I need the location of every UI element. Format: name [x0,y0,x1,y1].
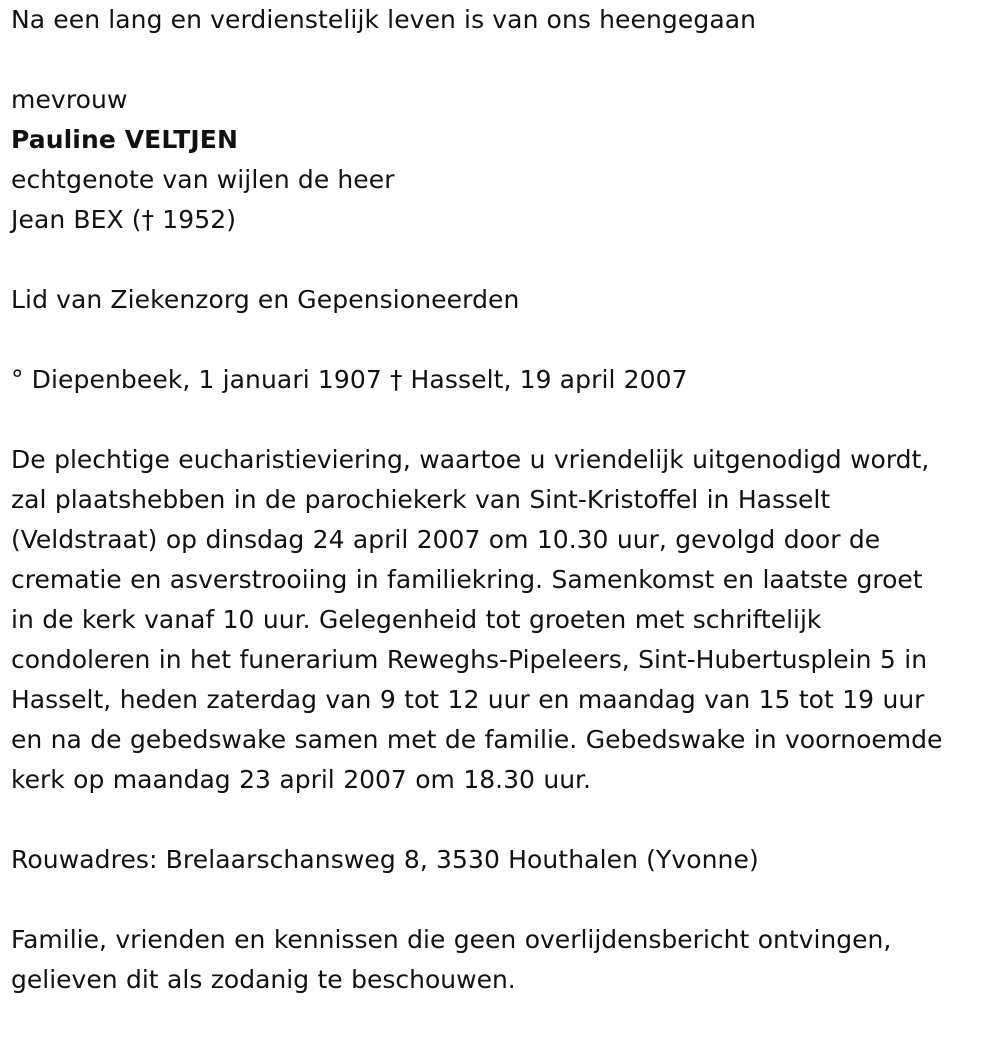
relation-text: echtgenote van wijlen de heer [11,165,395,194]
ceremony-paragraph [11,440,996,800]
ceremony-line: zal plaatshebben in de parochiekerk van Sint-Kristoffel in Hasselt [11,485,831,514]
mourning-address: Rouwadres: Brelaarschansweg 8, 3530 Houthalen (Yvonne) [11,845,759,874]
title-prefix: mevrouw [11,85,128,114]
obituary-notice [11,0,996,1000]
membership-text: Lid van Ziekenzorg en Gepensioneerden [11,285,520,314]
ceremony-line: kerk op maandag 23 april 2007 om 18.30 uur. [11,765,591,794]
closing-line: gelieven dit als zodanig te beschouwen. [11,965,516,994]
spacer [11,880,996,920]
ceremony-line: Hasselt, heden zaterdag van 9 tot 12 uur en maandag van 15 tot 19 uur [11,685,925,714]
spacer [11,320,996,360]
ceremony-line: en na de gebedswake samen met de familie. Gebedswake in voornoemde [11,725,943,754]
spacer [11,800,996,840]
spacer [11,400,996,440]
intro-text: Na een lang en verdienstelijk leven is van ons heengegaan [11,5,757,34]
spouse-name: Jean BEX († 1952) [11,205,237,234]
deceased-name: Pauline VELTJEN [11,125,238,154]
life-dates: ° Diepenbeek, 1 januari 1907 † Hasselt, 19 april 2007 [11,365,688,394]
ceremony-line: crematie en asverstrooiing in familiekring. Samenkomst en laatste groet [11,565,923,594]
closing-line: Familie, vrienden en kennissen die geen overlijdensbericht ontvingen, [11,925,892,954]
spacer [11,240,996,280]
ceremony-line: in de kerk vanaf 10 uur. Gelegenheid tot groeten met schriftelijk [11,605,822,634]
ceremony-line: De plechtige eucharistieviering, waartoe u vriendelijk uitgenodigd wordt, [11,445,930,474]
spacer [11,40,996,80]
ceremony-line: condoleren in het funerarium Reweghs-Pipeleers, Sint-Hubertusplein 5 in [11,645,928,674]
closing-paragraph [11,920,996,1000]
ceremony-line: (Veldstraat) op dinsdag 24 april 2007 om 10.30 uur, gevolgd door de [11,525,881,554]
